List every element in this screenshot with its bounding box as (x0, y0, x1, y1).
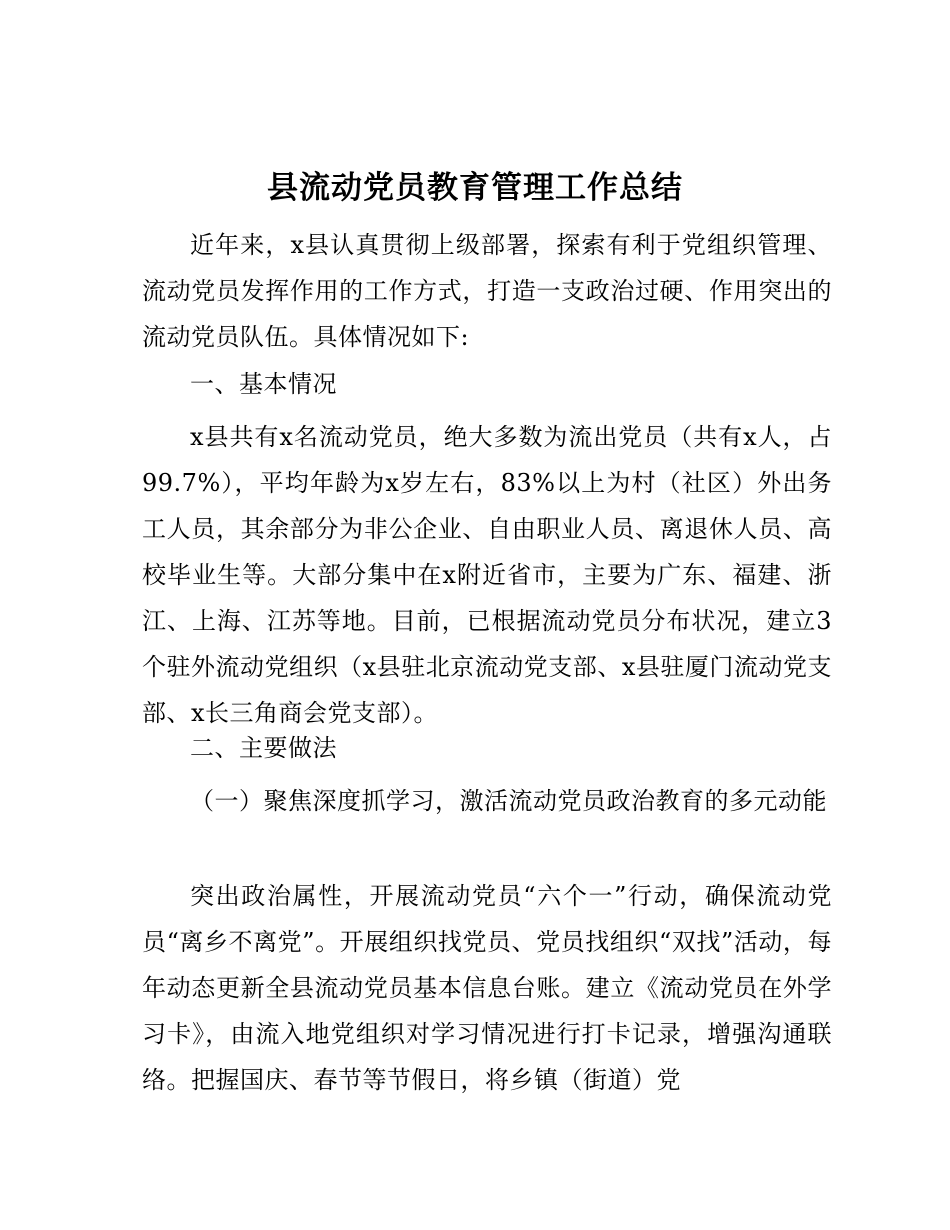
document-title: 县流动党员教育管理工作总结 (267, 170, 683, 206)
section-heading-basic: 一、基本情况 (190, 370, 337, 398)
subsection-1-paragraph: 突出政治属性，开展流动党员“六个一”行动，确保流动党员“离乡不离党”。开展组织找党员、党员找组织“双找”活动，每年动态更新全县流动党员基本信息台账。建立《流动党员在外学习卡》，由流入地党组织对学习情况进行打卡记录，增强沟通联络。把握国庆、春节等节假日，将乡镇（街道）党 (142, 882, 832, 1094)
intro-paragraph: 近年来，x县认真贯彻上级部署，探索有利于党组织管理、流动党员发挥作用的工作方式，打造一支政治过硬、作用突出的流动党员队伍。具体情况如下: (142, 231, 832, 351)
section-heading-main-practices: 二、主要做法 (190, 734, 337, 762)
subsection-heading-1: （一）聚焦深度抓学习，激活流动党员政治教育的多元动能 (190, 787, 827, 815)
basic-situation-paragraph: x县共有x名流动党员，绝大多数为流出党员（共有x人，占99.7%），平均年龄为x岁左右，83%以上为村（社区）外出务工人员，其余部分为非公企业、自由职业人员、离退休人员、高校毕业生等。大部分集中在x附近省市，主要为广东、福建、浙江、上海、江苏等地。目前，已根据流动党员分布状况，建立3个驻外流动党组织（x县驻北京流动党支部、x县驻厦门流动党支部、x长三角商会党支部）。 (142, 423, 832, 727)
